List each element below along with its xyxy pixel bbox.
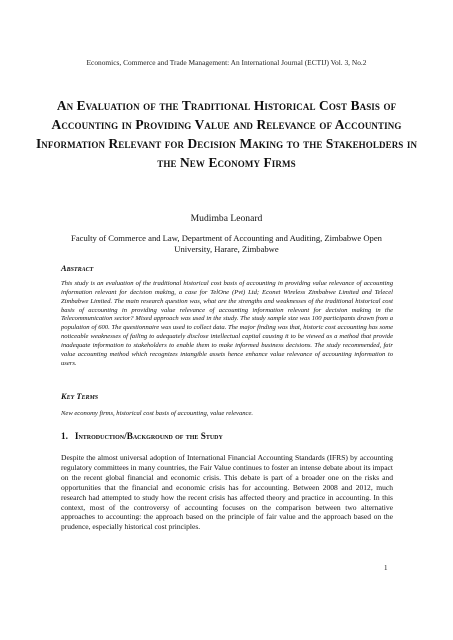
section-title: Introduction/Background of the Study	[74, 431, 223, 441]
key-terms-heading: Key Terms	[61, 392, 99, 401]
abstract-text: This study is an evaluation of the traditional historical cost basis of accounting in providing value relevance of accounting information relevant for decision making, a case for TelOne (Pvt) Ltd; Econet Wireless Zimbabwe Limited and Telecel Zimbabwe Limited. The main research question was, what are the strengths and weaknesses of the traditional historical cost basis of accounting in providing value relevance of accounting information relevant for decision making in the Telecommunication sector? Mixed approach was used in the study. The study sample size was 100 participants drawn from a population of 600. The questionnaire was used to collect data. The major finding was that, historic cost accounting has some noticeable weaknesses of failing to adequately disclose intellectual capital causing it to be viewed as a method that provide inadequate information to stakeholders to enable them to make informed business decisions. The study recommended, fair value accounting method which recognizes intangible assets hence enhance value relevance of accounting information to users.	[61, 280, 393, 367]
section-body-text: Despite the almost universal adoption of International Financial Accounting Standards (IFRS) by accounting regulatory committees in many countries, the Fair Value continues to foster an intense debate about its impact on the recent global financial and economic crisis. This debate is part of a broader one on the risks and opportunities that the financial and economic crisis has for accounting. Between 2008 and 2012, much research had attempted to study how the recent crisis has affected theory and practice in accounting. In this context, most of the controversy of accounting focuses on the comparison between two alternative approaches to accounting: the approach based on the principle of fair value and the approach based on the prudence, especially historical cost principles.	[61, 453, 393, 532]
abstract-heading: Abstract	[61, 264, 94, 273]
section-number: 1.	[61, 431, 68, 441]
journal-header: Economics, Commerce and Trade Management: An International Journal (ECTIJ) Vol. 3, No.2	[86, 58, 367, 67]
author-name: Mudimba Leonard	[190, 213, 263, 224]
author-affiliation: Faculty of Commerce and Law, Department of Accounting and Auditing, Zimbabwe Open University, Harare, Zimbabwe	[71, 233, 382, 254]
section-heading	[61, 431, 223, 441]
paper-title: An Evaluation of the Traditional Historical Cost Basis of Accounting in Providing Value and Relevance of Accounting Information Relevant for Decision Making to the Stakeholders in the New Economy Firms	[35, 98, 418, 170]
key-terms-text: New economy firms, historical cost basis of accounting, value relevance.	[61, 410, 254, 417]
page-number: 1	[384, 564, 388, 572]
